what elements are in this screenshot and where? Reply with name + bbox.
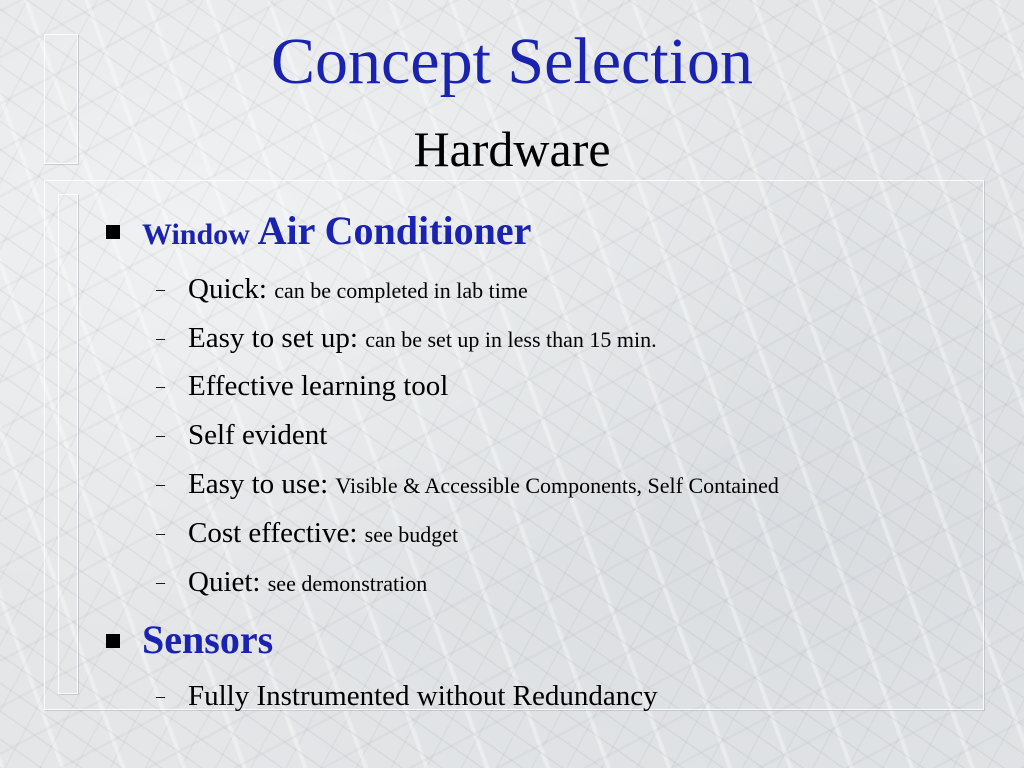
sub-bullet-main: Quick: (188, 273, 267, 305)
dash-icon: – (156, 474, 165, 495)
square-bullet-icon (106, 634, 120, 648)
sub-bullet-easy-to-set-up (156, 321, 657, 357)
dash-icon: – (156, 328, 165, 349)
dash-icon: – (156, 523, 165, 544)
sub-bullet-note: see demonstration (267, 571, 428, 596)
sub-bullet-note: can be set up in less than 15 min. (365, 327, 657, 352)
bullet-sensors (106, 617, 273, 663)
sub-bullet-quiet (156, 565, 427, 601)
sub-bullet-effective-learning-tool (156, 369, 448, 405)
sub-bullet-easy-to-use (156, 467, 779, 503)
dash-icon: – (156, 279, 165, 300)
sub-bullet-main: Effective learning tool (188, 370, 449, 402)
square-bullet-icon (106, 225, 120, 239)
sub-bullet-cost-effective (156, 516, 458, 552)
dash-icon: – (156, 572, 165, 593)
sub-bullet-main: Self evident (188, 419, 328, 451)
sub-bullet-main: Easy to set up: (188, 322, 358, 354)
dash-icon: – (156, 376, 165, 397)
sub-bullet-main: Easy to use: (188, 468, 329, 500)
bullet-label-prefix: Window (142, 218, 250, 251)
sub-bullet-main: Fully Instrumented without Redundancy (188, 680, 658, 712)
bullet-label: Sensors (142, 617, 274, 662)
sub-bullet-note: Visible & Accessible Components, Self Contained (335, 473, 779, 498)
dash-icon: – (156, 425, 165, 446)
sub-bullet-self-evident (156, 418, 327, 454)
dash-icon: – (156, 686, 165, 707)
sub-bullet-main: Cost effective: (188, 517, 358, 549)
bullet-label: Air Conditioner (257, 208, 532, 253)
sub-bullet-fully-instrumented (156, 679, 658, 715)
sub-bullet-note: can be completed in lab time (274, 278, 528, 303)
slide-subtitle: Hardware (413, 121, 611, 177)
slide-title: Concept Selection (270, 25, 754, 98)
sub-bullet-main: Quiet: (188, 566, 261, 598)
sub-bullet-note: see budget (364, 522, 459, 547)
bullet-window-air-conditioner (106, 208, 531, 258)
sub-bullet-quick (156, 272, 528, 308)
